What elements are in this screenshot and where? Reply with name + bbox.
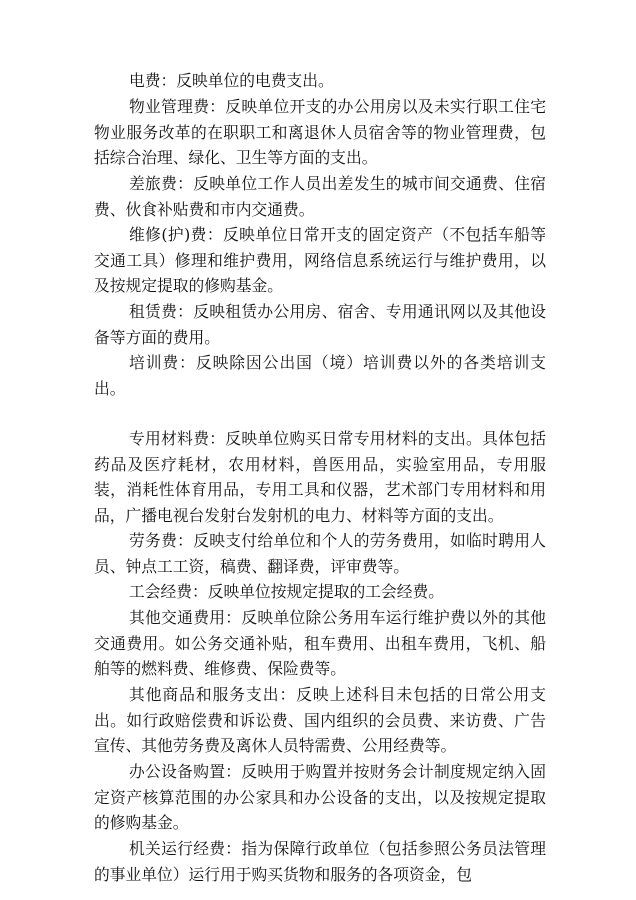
paragraph-other-goods-services: 其他商品和服务支出：反映上述科目未包括的日常公用支出。如行政赔偿费和诉讼费、国内组织的会员费、来访费、广告宣传、其他劳务费及离休人员特需费、公用经费等。 [94,685,546,755]
paragraph-electricity-fee: 电费：反映单位的电费支出。 [129,71,334,90]
paragraph-travel-expense: 差旅费：反映单位工作人员出差发生的城市间交通费、住宿费、伙食补贴费和市内交通费。 [94,174,546,219]
paragraph-union-fund: 工会经费：反映单位按规定提取的工会经费。 [129,582,444,601]
paragraph-other-transport-fee: 其他交通费用：反映单位除公务用车运行维护费以外的其他交通费用。如公务交通补贴，租车费用、出租车费用，飞机、船舶等的燃料费、维修费、保险费等。 [94,608,546,678]
paragraph-labor-fee: 劳务费：反映支付给单位和个人的劳务费用，如临时聘用人员、钟点工工资，稿费、翻译费，评审费等。 [94,531,546,576]
paragraph-rental-fee: 租赁费：反映租赁办公用房、宿舍、专用通讯网以及其他设备等方面的费用。 [94,302,546,347]
paragraph-training-fee: 培训费：反映除因公出国（境）培训费以外的各类培训支出。 [94,353,546,398]
paragraph-special-materials-fee: 专用材料费：反映单位购买日常专用材料的支出。具体包括药品及医疗耗材，农用材料，兽医用品，实验室用品，专用服装，消耗性体育用品，专用工具和仪器，艺术部门专用材料和用品，广播电视台发射台发射机的电力、材料等方面的支出。 [94,429,546,525]
paragraph-agency-operating-fund: 机关运行经费：指为保障行政单位（包括参照公务员法管理的事业单位）运行用于购买货物和服务的各项资金，包 [94,839,546,884]
paragraph-maintenance-fee: 维修(护)费：反映单位日常开支的固定资产（不包括车船等交通工具）修理和维护费用，网络信息系统运行与维护费用，以及按规定提取的修购基金。 [94,225,546,295]
paragraph-office-equipment: 办公设备购置：反映用于购置并按财务会计制度规定纳入固定资产核算范围的办公家具和办公设备的支出，以及按规定提取的修购基金。 [94,762,546,832]
paragraph-property-management-fee: 物业管理费：反映单位开支的办公用房以及未实行职工住宅物业服务改革的在职职工和离退休人员宿舍等的物业管理费，包括综合治理、绿化、卫生等方面的支出。 [94,97,546,167]
